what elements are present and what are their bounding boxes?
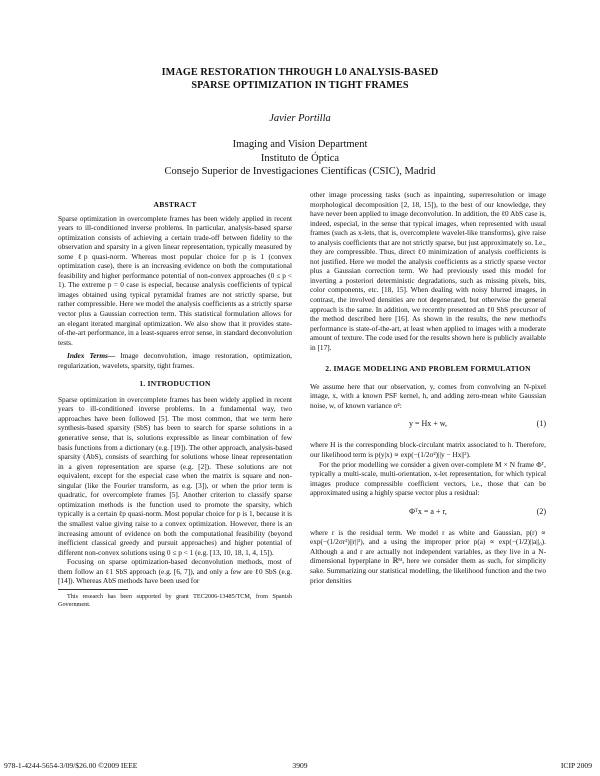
right-column	[310, 190, 546, 585]
equation-1-body: y = Hx + w,	[408, 419, 448, 429]
footnote: This research has been supported by grant TEC2006-13485/TCM, from Spanish Government.	[58, 592, 292, 608]
right-paragraph-1: other image processing tasks (such as inpainting, superresolution or image morphological decomposition [2, 18, 15]), to the best of our knowledge, they have never been applied to image deconvolution. In addition, the ℓ0 AbS case is, indeed, especial, in the sense that typical images, when represented with usual frames (such as x-lets, that is, overcomplete wavelet-like transforms), give raise to analysis coefficients that are not strictly sparse, but just approximately so. I.e., they are compressible. Thus, direct ℓ0 minimization of analysis coefficients is not justified. Here we model the analysis coefficients as a strictly sparse vector plus a Gaussian correction term. We had previously used this model for inverting a posteriori deterministic degradations, such as missing pixels, bits, color components, etc. [18, 15]. When dealing with noisy blurred images, in contrast, the involved densities are not degenerated, but otherwise the general approach is the same. In addition, we recently presented an ℓ0 SbS precursor of the method described here [16]. As shown in the results, the new method's performance is state-of-the-art, at least when applied to images with a moderate amount of texture. The code used for the results shown here is publicly available in [17].	[310, 190, 546, 352]
affiliation	[0, 138, 600, 179]
equation-2-body: Φᵀx = a + r,	[409, 506, 447, 516]
title-line-2: SPARSE OPTIMIZATION IN TIGHT FRAMES	[191, 80, 409, 91]
equation-1-number: (1)	[536, 419, 546, 429]
footer-isbn: 978-1-4244-5654-3/09/$26.00 ©2009 IEEE	[4, 761, 138, 770]
footnote-rule	[58, 589, 128, 590]
footer-conference: ICIP 2009	[560, 761, 592, 770]
abstract-heading: ABSTRACT	[153, 200, 197, 209]
section-2-paragraph-3: For the prior modelling we consider a given over-complete M × N frame Φᵀ, typically a multi-scale, multi-orientation, x-let representation, for which typical images produce compressible coefficient vectors, i.e., those that can be approximated using a highly sparse vector plus a residual:	[310, 459, 546, 498]
equation-2	[310, 507, 546, 519]
paper-title	[60, 66, 540, 92]
section-2-heading: 2. IMAGE MODELING AND PROBLEM FORMULATION	[325, 364, 531, 374]
equation-1	[310, 419, 546, 431]
intro-paragraph-1: Sparse optimization in overcomplete frames has been widely applied in recent years to ill-conditioned inverse problems. In a fundamental way, two approaches have been followed [5]. The most common, that we term here synthesis-based sparsity (SbS) has been to search for sparse solutions in a generative sense, that is, solutions expressible as linear combination of few basis functions from a dictionary (e.g. [19]). The other approach, analysis-based sparsity (AbS), consists of searching for solutions whose linear representation in a given representation are sparse (e.g. [2]). These solutions are not equivalent, except for the especial case when the matrix is square and non-singular (like the Fourier transform, as e.g. [3]), or when the prior term is quadratic, for overcomplete frames [5]. Another criterion to classify sparse optimization methods is the function used to promote the sparsity, which typically is a certain ℓp quasi-norm. Most popular choice for p is 1, because it is the smallest value giving raise to a convex optimization. However, there is an increasing amount of evidence on both the computational feasibility (beyond inefficient classical greedy and pursuit approaches) and higher potential of different non-convex solutions using 0 ≤ p < 1 (e.g. [13, 10, 18, 1, 4, 15]).	[58, 394, 292, 557]
affiliation-line-3: Consejo Superior de Investigaciones Científicas (CSIC), Madrid	[164, 166, 436, 177]
author-name: Javier Portilla	[269, 113, 331, 124]
affiliation-line-1: Imaging and Vision Department	[232, 139, 368, 150]
index-terms-label: Index Terms—	[67, 351, 116, 361]
affiliation-line-2: Instituto de Óptica	[260, 152, 340, 164]
section-1-heading: 1. INTRODUCTION	[139, 379, 211, 389]
index-terms	[58, 351, 292, 370]
equation-2-number: (2)	[536, 506, 546, 516]
intro-paragraph-2: Focusing on sparse optimization-based deconvolution methods, most of them follow an ℓ1 SbS approach (e.g. [6, 7]), and only a few are ℓ0 SbS (e.g. [14]). Whereas AbS methods have been used for	[58, 557, 292, 586]
section-2-paragraph-2: where H is the corresponding block-circulant matrix associated to h. Therefore, our likelihood term is p(y|x) ∝ exp(−(1/2σ²)||y − Hx||²).	[310, 440, 546, 460]
index-terms-text: Image deconvolution, image restoration, optimization, regularization, wavelets, sparsity, tight frames.	[58, 351, 292, 370]
footer-page-number: 3909	[292, 761, 308, 770]
section-2-paragraph-1: We assume here that our observation, y, comes from convolving an N-pixel image, x, with a known PSF kernel, h, and adding zero-mean white Gaussian noise, w, of known variance σ²:	[310, 381, 546, 410]
abstract-text: Sparse optimization in overcomplete frames has been widely applied in recent years to ill-conditioned inverse problems. In particular, analysis-based sparse optimization consists of achieving a certain trade-off between fidelity to the observation and sparsity in a given linear representation, typically measured by some ℓp quasi-norm. Whereas most popular choice for p is 1 (convex optimization case), there is an increasing evidence on both the computational feasibility and higher performance potential of non-convex approaches (0 ≤ p < 1). The extreme p = 0 case is especial, because analysis coefficients of typical images obtained using typical pyramidal frames are not strictly sparse, but rather compressible. Here we model the analysis coefficients as a strictly sparse vector plus a Gaussian correction term. This statistical formulation allows for an elegant iterated marginal optimization. We also show that it provides state-of-the-art performance, in a least-squares error sense, in standard deconvolution tests.	[58, 213, 292, 347]
section-2-paragraph-4: where r is the residual term. We model r as white and Gaussian, p(r) ∝ exp(−(1/2σr²)||r||²), and a using the improper prior p(a) ∝ exp(−(1/2)||a||₀). Although a and r are actually not independent variables, as they live in a N-dimensional hyperplane in ℝᴹ, here we consider them as such, for simplicity sake. Summarizing our statistical modelling, the likelihood function and the two prior densities	[310, 527, 546, 585]
title-line-1: IMAGE RESTORATION THROUGH L0 ANALYSIS-BASED	[161, 67, 439, 78]
left-column	[58, 200, 292, 609]
